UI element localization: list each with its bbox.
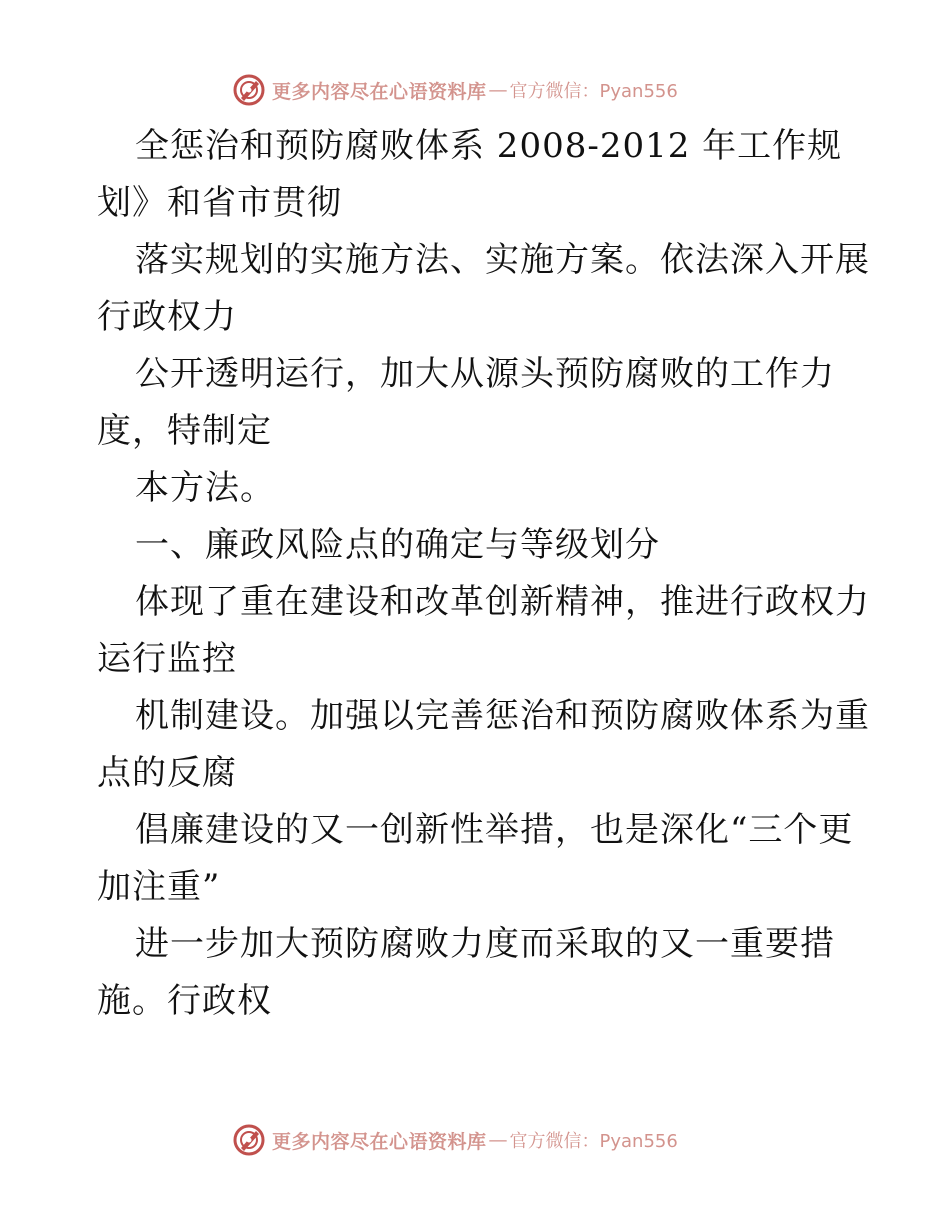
text-line: 行政权力 [97, 297, 237, 337]
text-line: 全惩治和预防腐败体系 2008-2012 年工作规 [135, 126, 843, 166]
banner-wechat: 官方微信：Pyan556 [509, 81, 678, 102]
text-line: 公开透明运行，加大从源头预防腐败的工作力 [135, 354, 835, 394]
red-seal-logo-icon [232, 1123, 266, 1157]
text-line: 体现了重在建设和改革创新精神，推进行政权力 [135, 582, 870, 622]
text-line: 度，特制定 [97, 411, 272, 451]
text-line: 运行监控 [97, 639, 237, 679]
text-line: 机制建设。加强以完善惩治和预防腐败体系为重 [135, 696, 870, 736]
text-line: 倡廉建设的又一创新性举措，也是深化“三个更 [135, 810, 854, 850]
text-line: 加注重” [97, 867, 221, 907]
text-line: 施。行政权 [97, 981, 272, 1021]
banner-wechat: 官方微信：Pyan556 [509, 1131, 678, 1152]
footer-banner[interactable] [232, 1122, 712, 1158]
text-line: 进一步加大预防腐败力度而采取的又一重要措 [135, 924, 835, 964]
header-banner[interactable] [232, 72, 712, 108]
text-line: 落实规划的实施方法、实施方案。依法深入开展 [135, 240, 870, 280]
red-seal-logo-icon [232, 73, 266, 107]
text-line: 点的反腐 [97, 753, 237, 793]
banner-title: 更多内容尽在心语资料库 [272, 80, 487, 103]
section-heading: 一、廉政风险点的确定与等级划分 [135, 525, 660, 565]
document-body [97, 118, 870, 1030]
text-line: 本方法。 [135, 468, 275, 508]
text-line: 划》和省市贯彻 [97, 183, 342, 223]
banner-title: 更多内容尽在心语资料库 [272, 1130, 487, 1153]
banner-separator: — [488, 79, 508, 101]
banner-separator: — [488, 1129, 508, 1151]
